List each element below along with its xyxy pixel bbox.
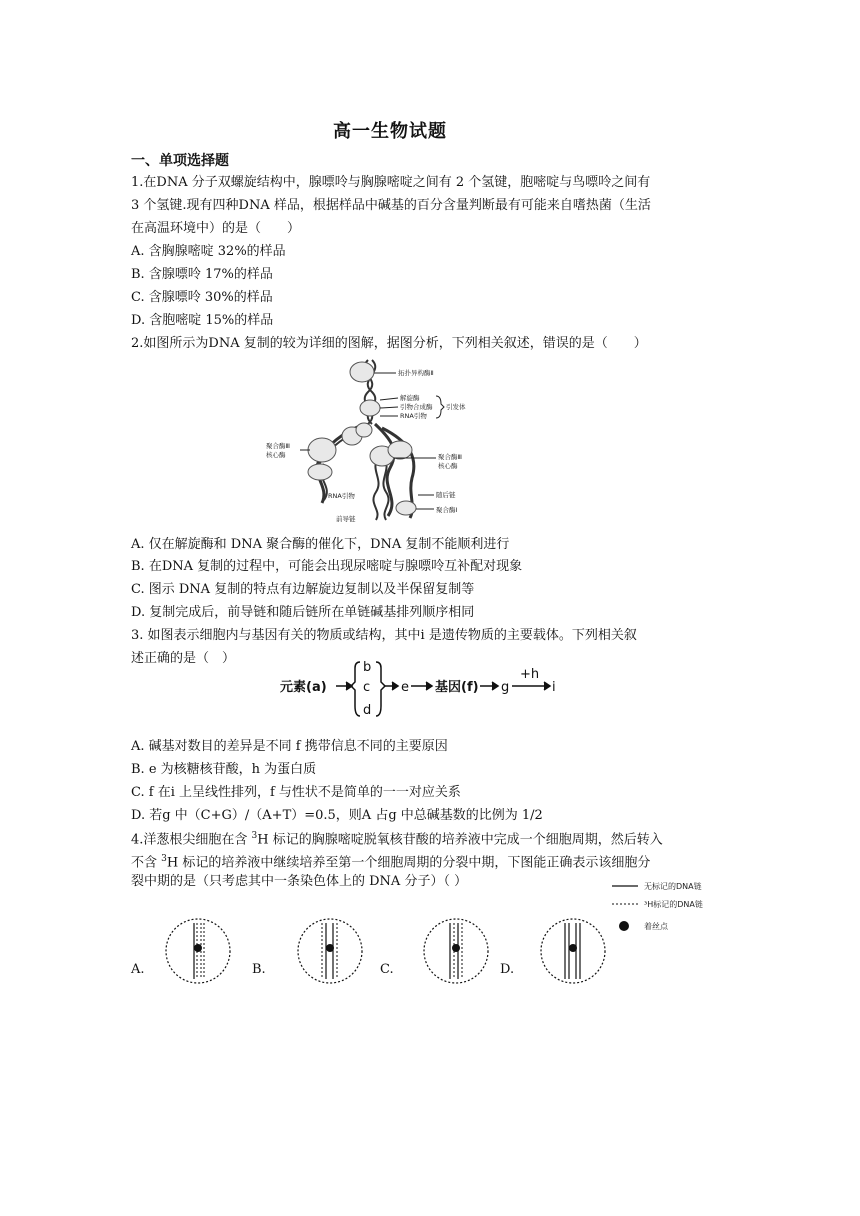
q3-option-d: D. 若g 中（C+G）/（A+T）=0.5，则A 占g 中总碱基数的比例为 1/2	[131, 808, 543, 823]
dna-replication-diagram	[260, 358, 490, 526]
q4-stem-line2	[131, 850, 650, 872]
q4-stem-line1	[131, 827, 663, 849]
label-helicase: 解旋酶	[400, 394, 420, 402]
legend-dot-label: 着丝点	[644, 922, 668, 931]
label-leading-strand: 前导链	[336, 515, 356, 523]
flow-plus-h: +h	[520, 667, 540, 682]
label-topoisomerase: 拓扑异构酶Ⅱ	[398, 369, 434, 377]
q4-option-a-label: A.	[131, 962, 145, 977]
flow-gene-f: 基因(f)	[435, 680, 479, 695]
q4-text: 4.洋葱根尖细胞在含	[131, 832, 252, 848]
q1-option-b: B. 含腺嘌呤 17%的样品	[131, 267, 273, 282]
label-rna-primer-bottom: RNA引物	[328, 492, 355, 500]
q2-option-c: C. 图示 DNA 复制的特点有边解旋边复制以及半保留复制等	[131, 582, 475, 597]
q4-option-a-figure	[163, 916, 233, 986]
q1-option-a: A. 含胸腺嘧啶 32%的样品	[131, 244, 286, 259]
q1-stem-line2: 3 个氢键.现有四种DNA 样品，根据样品中碱基的百分含量判断最有可能来自嗜热菌（生活	[131, 198, 651, 213]
q4-text: H 标记的培养液中继续培养至第一个细胞周期的分裂中期，下图能正确表示该细胞分	[166, 855, 651, 871]
q3-option-a: A. 碱基对数目的差异是不同 f 携带信息不同的主要原因	[131, 739, 448, 754]
q1-stem-line1: 1.在DNA 分子双螺旋结构中，腺嘌呤与胸腺嘧啶之间有 2 个氢键，胞嘧啶与鸟嘌呤之间有	[131, 175, 651, 190]
gene-relationship-diagram	[280, 658, 570, 722]
q2-option-a: A. 仅在解旋酶和 DNA 聚合酶的催化下，DNA 复制不能顺利进行	[131, 537, 510, 552]
flow-g: g	[501, 680, 510, 695]
q3-stem-line2: 述正确的是（ ）	[131, 651, 236, 666]
q1-stem-line3: 在高温环境中）的是（ ）	[131, 221, 301, 236]
q2-stem: 2.如图所示为DNA 复制的较为详细的图解，据图分析，下列相关叙述，错误的是（ ）	[131, 336, 647, 351]
label-rna-primer-top: RNA引物	[400, 412, 427, 420]
q4-option-c-label: C.	[380, 962, 394, 977]
q2-option-d: D. 复制完成后，前导链和随后链所在单链碱基排列顺序相同	[131, 605, 475, 620]
flow-b: b	[363, 660, 372, 675]
legend-dot	[619, 921, 629, 931]
q4-option-b-label: B.	[252, 962, 266, 977]
q4-option-c-figure	[421, 916, 491, 986]
flow-d: d	[363, 703, 372, 718]
label-pol3-right: 聚合酶Ⅲ	[438, 453, 462, 461]
page-title: 高一生物试题	[333, 121, 447, 142]
q4-option-d-figure	[538, 916, 608, 986]
legend-solid-label: 无标记的DNA链	[644, 882, 702, 891]
q4-option-b-figure	[295, 916, 365, 986]
q4-text: H 标记的胸腺嘧啶脱氧核苷酸的培养液中完成一个细胞周期，然后转入	[257, 832, 663, 848]
label-core-left: 核心酶	[266, 451, 286, 459]
q4-superscript: 3	[161, 854, 167, 864]
flow-i: i	[552, 680, 556, 695]
label-primase: 引物合成酶	[400, 403, 433, 411]
label-pol3-left: 聚合酶Ⅲ	[266, 442, 290, 450]
q4-legend	[608, 880, 748, 934]
q2-option-b: B. 在DNA 复制的过程中，可能会出现尿嘧啶与腺嘌呤互补配对现象	[131, 559, 523, 574]
label-core-right: 核心酶	[438, 462, 458, 470]
q3-stem-line1: 3. 如图表示细胞内与基因有关的物质或结构，其中i 是遗传物质的主要载体。下列相关叙	[131, 628, 637, 643]
q1-option-d: D. 含胞嘧啶 15%的样品	[131, 313, 274, 328]
q3-option-c: C. f 在i 上呈线性排列，f 与性状不是简单的一一对应关系	[131, 785, 461, 800]
q3-option-b: B. e 为核糖核苷酸，h 为蛋白质	[131, 762, 317, 777]
q1-option-c: C. 含腺嘌呤 30%的样品	[131, 290, 273, 305]
label-lagging-strand: 随后链	[436, 491, 456, 499]
q4-stem-line3: 裂中期的是（只考虑其中一条染色体上的 DNA 分子）（ ）	[131, 874, 468, 889]
q4-text: 不含	[131, 855, 162, 871]
flow-c: c	[363, 680, 371, 695]
label-primosome: 引发体	[446, 403, 466, 411]
section-heading: 一、单项选择题	[131, 153, 229, 169]
legend-dashed-label: ³H标记的DNA链	[644, 900, 703, 909]
q4-superscript: 3	[251, 831, 258, 841]
q4-option-d-label: D.	[500, 962, 515, 977]
flow-e: e	[401, 680, 409, 695]
flow-element-a: 元素(a)	[280, 680, 327, 695]
label-pol1: 聚合酶Ⅰ	[436, 506, 458, 514]
